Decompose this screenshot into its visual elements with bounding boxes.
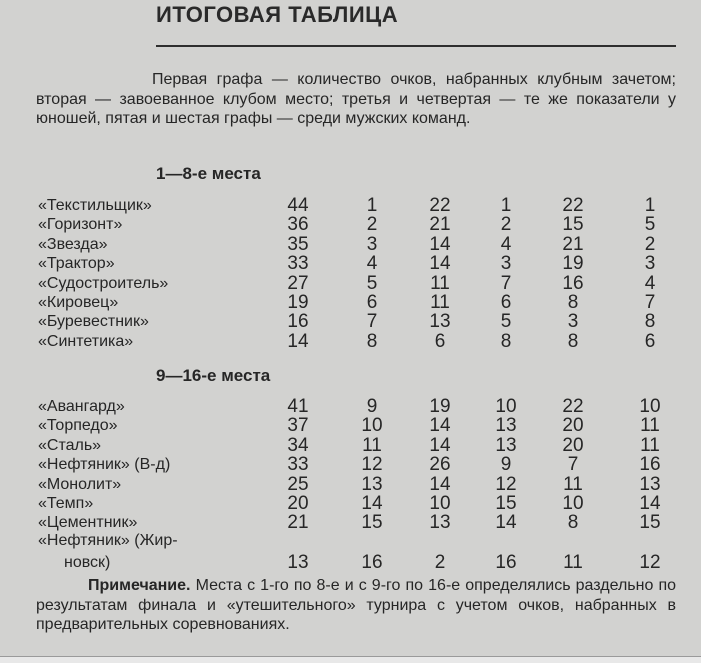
team-name: «Звезда» (38, 235, 108, 253)
table-row (0, 293, 701, 313)
youth-points: 13 (429, 512, 451, 534)
table-row (0, 274, 701, 294)
men-place: 8 (644, 311, 656, 333)
bottom-scroll-edge (0, 656, 701, 663)
youth-place: 9 (500, 454, 512, 476)
men-points: 19 (562, 253, 584, 275)
club-place: 4 (366, 253, 378, 275)
table-row (0, 416, 701, 436)
youth-place: 2 (500, 214, 512, 236)
men-place: 2 (644, 233, 656, 255)
club-points: 33 (287, 253, 309, 275)
team-name: «Текстильщик» (38, 197, 152, 214)
team-name: «Судостроитель» (38, 274, 169, 292)
footnote-label: Примечание. (88, 577, 191, 594)
youth-points: 26 (429, 454, 451, 476)
team-name: «Нефтяник» (Жир- (38, 532, 178, 549)
men-place: 5 (644, 214, 656, 236)
youth-points: 6 (434, 330, 446, 352)
club-points: 37 (287, 415, 309, 437)
men-place: 3 (644, 253, 656, 275)
club-points: 19 (287, 292, 309, 313)
footnote-text (36, 576, 676, 635)
men-place: 10 (639, 396, 661, 417)
club-place: 7 (366, 311, 378, 333)
section-heading-9-16: 9—16-е места (156, 366, 271, 385)
page-title: ИТОГОВАЯ ТАБЛИЦА (156, 2, 399, 27)
club-points: 35 (287, 233, 309, 255)
men-points: 11 (563, 552, 583, 573)
men-points: 15 (562, 214, 584, 236)
youth-place: 13 (495, 434, 517, 456)
men-points: 7 (567, 454, 579, 476)
men-place: 16 (639, 454, 661, 476)
youth-place: 1 (500, 195, 512, 216)
club-place: 12 (361, 454, 383, 476)
youth-place: 4 (500, 233, 512, 255)
team-name: «Темп» (38, 495, 94, 512)
club-points: 41 (287, 396, 309, 417)
club-place: 3 (366, 233, 378, 255)
club-place: 11 (362, 434, 382, 456)
youth-place: 12 (495, 473, 517, 495)
table-row (0, 332, 701, 352)
club-points: 20 (287, 493, 309, 514)
table-row (0, 235, 701, 255)
youth-place: 16 (495, 552, 517, 573)
team-name: «Буревестник» (38, 313, 149, 331)
table-row (0, 196, 701, 216)
table-row (0, 475, 701, 495)
team-name: «Торпедо» (38, 417, 118, 435)
club-place: 2 (366, 214, 378, 236)
table-row-last-line1 (0, 531, 701, 551)
club-points: 14 (287, 330, 309, 352)
men-points: 22 (562, 195, 584, 216)
table-row (0, 455, 701, 475)
club-place: 8 (366, 330, 378, 352)
men-place: 11 (640, 434, 660, 456)
section-heading-1-8: 1—8-е места (156, 164, 261, 183)
youth-points: 19 (429, 396, 451, 417)
youth-place: 6 (500, 292, 512, 313)
youth-points: 14 (429, 434, 451, 456)
club-points: 34 (287, 434, 309, 456)
club-points: 36 (287, 214, 309, 236)
team-name: «Трактор» (38, 255, 115, 273)
men-place: 4 (644, 272, 656, 294)
table-row (0, 254, 701, 274)
table-row (0, 397, 701, 417)
men-points: 10 (562, 493, 584, 514)
men-place: 15 (639, 512, 661, 534)
intro-text: Первая графа — количество очков, набранных клубным зачетом; вторая — завоеванное клубом место; третья и четвертая — те же показатели у юношей, пятая и шестая графы — среди мужских команд. (36, 71, 676, 127)
club-points: 16 (287, 311, 309, 333)
team-name: «Авангард» (38, 398, 125, 415)
men-points: 21 (562, 233, 584, 255)
table-row-last (0, 553, 701, 573)
club-points: 21 (287, 512, 309, 534)
club-place: 16 (361, 552, 383, 573)
youth-points: 14 (429, 233, 451, 255)
table-row (0, 436, 701, 456)
club-place: 14 (361, 493, 383, 514)
youth-points: 21 (429, 214, 451, 236)
club-points: 13 (287, 552, 309, 573)
footnote (36, 576, 676, 635)
team-name: «Кировец» (38, 294, 119, 311)
team-name: «Горизонт» (38, 216, 123, 234)
youth-points: 10 (429, 493, 451, 514)
title-underline (156, 45, 676, 47)
men-place: 11 (640, 415, 660, 437)
team-name: «Синтетика» (38, 332, 134, 350)
youth-points: 14 (429, 415, 451, 437)
men-place: 6 (644, 330, 656, 352)
team-name: «Цементник» (38, 514, 138, 532)
men-points: 11 (563, 473, 583, 495)
youth-place: 7 (500, 272, 512, 294)
men-points: 8 (567, 512, 579, 534)
men-points: 22 (562, 396, 584, 417)
club-place: 6 (366, 292, 378, 313)
club-points: 25 (287, 473, 309, 495)
club-place: 1 (366, 195, 378, 216)
youth-place: 15 (495, 493, 517, 514)
club-points: 27 (287, 272, 309, 294)
men-points: 8 (567, 330, 579, 352)
youth-place: 5 (500, 311, 512, 333)
men-place: 14 (639, 493, 661, 514)
youth-place: 3 (500, 253, 512, 275)
youth-place: 13 (495, 415, 517, 437)
youth-points: 14 (429, 253, 451, 275)
team-name: новск) (64, 554, 111, 571)
youth-points: 22 (429, 195, 451, 216)
men-points: 20 (562, 434, 584, 456)
men-points: 20 (562, 415, 584, 437)
youth-points: 11 (430, 292, 450, 313)
men-points: 3 (567, 311, 579, 333)
club-place: 15 (361, 512, 383, 534)
club-points: 44 (287, 195, 309, 216)
table-row (0, 215, 701, 235)
team-name: «Монолит» (38, 475, 122, 493)
men-place: 13 (639, 473, 661, 495)
youth-place: 8 (500, 330, 512, 352)
youth-place: 14 (495, 512, 517, 534)
youth-points: 2 (434, 552, 446, 573)
men-place: 7 (644, 292, 656, 313)
team-name: «Нефтяник» (В-д) (38, 456, 171, 474)
club-points: 33 (287, 454, 309, 476)
men-points: 16 (562, 272, 584, 294)
club-place: 10 (361, 415, 383, 437)
club-place: 13 (361, 473, 383, 495)
table-row (0, 494, 701, 514)
table-row (0, 312, 701, 332)
team-name: «Сталь» (38, 436, 102, 454)
youth-points: 11 (430, 272, 450, 294)
men-place: 1 (644, 195, 656, 216)
men-place: 12 (639, 552, 661, 573)
youth-points: 13 (429, 311, 451, 333)
youth-points: 14 (429, 473, 451, 495)
club-place: 9 (366, 396, 378, 417)
youth-place: 10 (495, 396, 517, 417)
club-place: 5 (366, 272, 378, 294)
footnote-body: Места с 1-го по 8-е и с 9-го по 16-е определялись раздельно по результатам финала и «утешительного» турнира с учетом очков, набранных в предварительных соревнованиях. (36, 577, 676, 633)
men-points: 8 (567, 292, 579, 313)
intro-paragraph (36, 70, 676, 129)
